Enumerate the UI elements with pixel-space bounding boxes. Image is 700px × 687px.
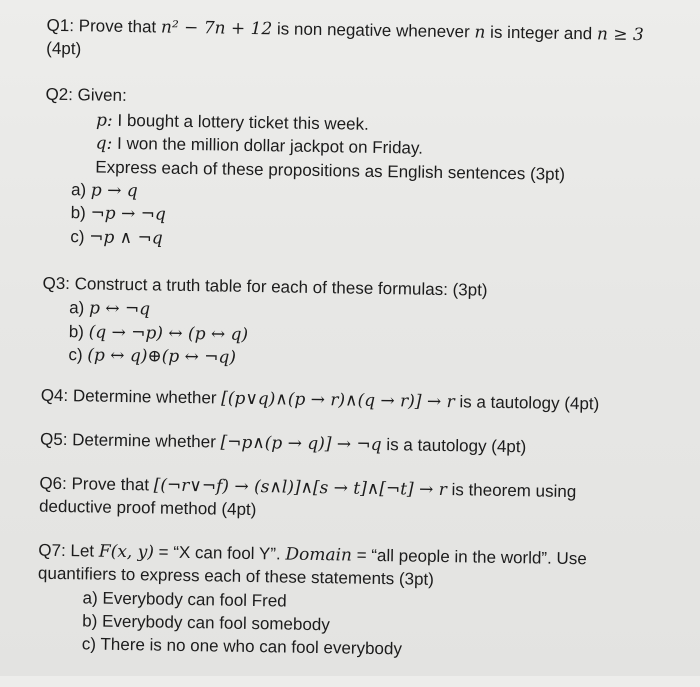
q7-pre: Q7: Let	[38, 540, 95, 561]
q5-expression: [¬p∧(p → q)] → ¬q	[220, 432, 382, 456]
q2-title: Q2: Given:	[45, 84, 127, 106]
q7-item-label: c)	[81, 634, 97, 654]
q7-item	[82, 610, 330, 636]
q3-item-expr: p ↔ ¬q	[88, 298, 151, 320]
q2-item-expr: ¬p → ¬q	[90, 203, 166, 225]
q3-title: Q3: Construct a truth table for each of these formulas: (3pt)	[42, 273, 488, 300]
q2-p-definition	[96, 110, 369, 136]
q2-q-text: I won the million dollar jackpot on Friday.	[116, 133, 424, 158]
q1-line	[46, 15, 644, 46]
q3-item-expr: (p ↔ q)⊕(p ↔ ¬q)	[87, 345, 237, 368]
q2-q-definition	[96, 133, 423, 160]
q3-item-label: b)	[68, 322, 85, 342]
q1-pre: Prove that	[78, 16, 157, 37]
q6-line2: deductive proof method (4pt)	[38, 496, 257, 520]
q7-eq1: = “X can fool Y”.	[158, 542, 281, 564]
q2-item-label: c)	[70, 227, 85, 247]
q7-item	[82, 587, 286, 612]
q2-p-text: I bought a lottery ticket this week.	[117, 110, 369, 134]
q2-item	[70, 226, 163, 249]
q5-line	[40, 429, 526, 459]
q2-item	[70, 202, 166, 225]
q7-item-text: Everybody can fool somebody	[101, 611, 330, 635]
q7-item-text: There is no one who can fool everybody	[100, 634, 403, 659]
q7-item-text: Everybody can fool Fred	[102, 588, 287, 611]
q2-q-symbol: q:	[95, 133, 113, 154]
q4-line	[41, 385, 600, 416]
q4-pre: Q4: Determine whether	[40, 385, 217, 408]
q3-item	[69, 321, 249, 346]
q1-post: is integer and	[489, 22, 593, 44]
q4-post: is a tautology (4pt)	[459, 392, 600, 414]
q1-mid: is non negative whenever	[276, 19, 470, 42]
q2-item-label: b)	[70, 203, 86, 223]
q2-item	[71, 179, 138, 202]
q2-item-expr: p → q	[90, 180, 138, 202]
q3-item-label: a)	[69, 298, 85, 318]
q3-item	[68, 344, 236, 369]
q3-item-label: c)	[68, 345, 83, 365]
q2-instruction: Express each of these propositions as English sentences (3pt)	[95, 157, 566, 184]
q7-item	[82, 633, 402, 660]
q7-eq2: = “all people in the world”. Use	[356, 545, 587, 569]
q5-pre: Q5: Determine whether	[39, 429, 216, 452]
q2-item-label: a)	[70, 180, 87, 200]
q7-function: F(x, y)	[98, 541, 155, 563]
q1-variable: n	[474, 22, 486, 43]
q6-expression: [(¬r∨¬f) → (s∧l)]∧[s → t]∧[¬t] → r	[153, 475, 447, 501]
q1-label: Q1:	[46, 15, 75, 36]
q1-expression: n² − 7n + 12	[160, 17, 273, 40]
q7-item-label: a)	[82, 588, 98, 608]
q2-p-symbol: p:	[95, 110, 113, 131]
q7-line2: quantifiers to express each of these statements (3pt)	[37, 563, 435, 589]
q2-item-expr: ¬p ∧ ¬q	[89, 227, 163, 249]
q7-domain: Domain	[285, 544, 353, 566]
q3-item	[69, 297, 150, 320]
q1-points: (4pt)	[46, 38, 82, 59]
q6-post: is theorem using	[451, 480, 577, 502]
q3-item-expr: (q → ¬p) ↔ (p ↔ q)	[88, 322, 249, 345]
q1-condition: n ≥ 3	[596, 24, 644, 46]
q4-expression: [(p∨q)∧(p → r)∧(q → r)] → r	[221, 388, 455, 413]
q6-pre: Q6: Prove that	[39, 473, 150, 495]
q5-post: is a tautology (4pt)	[386, 435, 527, 457]
q7-item-label: b)	[82, 611, 98, 631]
